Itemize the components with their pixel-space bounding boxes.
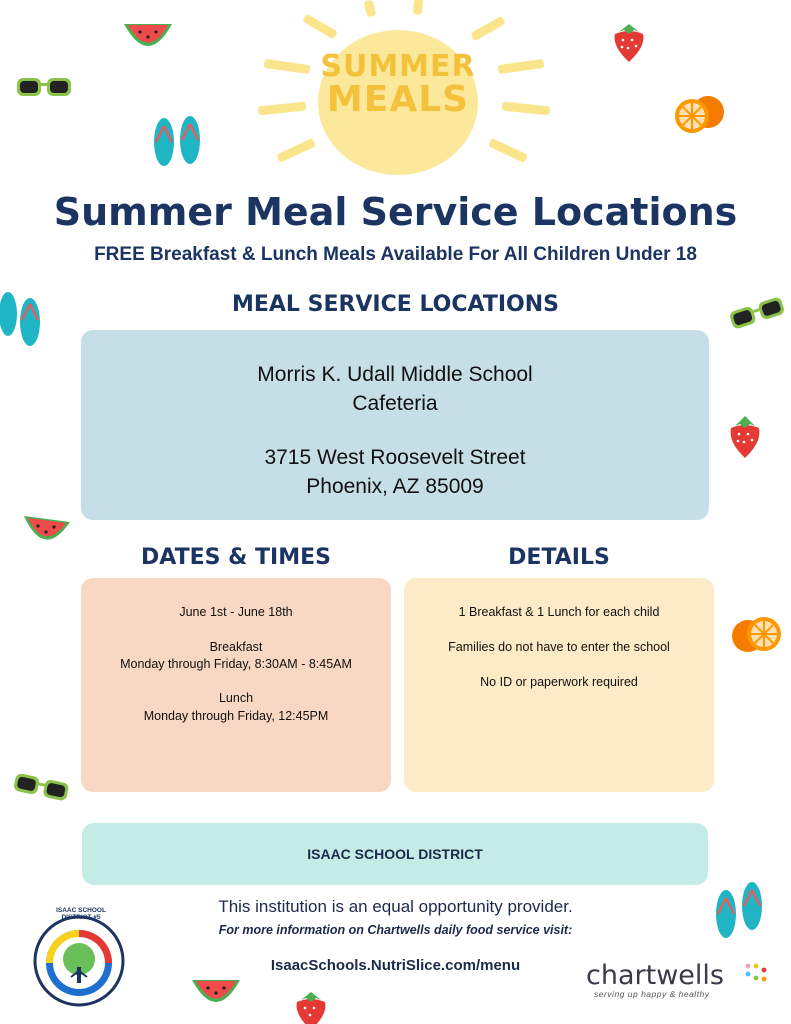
dates-times-heading: DATES & TIMES [141,545,331,570]
city-address: Phoenix, AZ 85009 [306,475,484,498]
nutrislice-link[interactable]: IsaacSchools.NutriSlice.com/menu [270,957,521,974]
lunch-label: Lunch [218,691,254,705]
seal-text: ISAAC SCHOOL DISTRICT #5 [56,907,106,921]
chartwells-logo [586,960,776,1002]
page-subtitle: FREE Breakfast & Lunch Meals Available For All Children Under 18 [94,244,697,265]
seal-graphic-icon [33,915,125,1007]
flip-flops-icon [150,116,204,168]
more-info-text: For more information on Chartwells daily food service visit: [218,923,573,937]
details-heading: DETAILS [508,545,610,570]
detail-item: No ID or paperwork required [480,675,638,689]
chartwells-wordmark: chartwells [586,960,724,991]
sun-line-2: MEALS [326,79,470,120]
watermelon-icon [22,512,72,548]
sunglasses-icon [12,768,70,808]
school-name: Morris K. Udall Middle School [257,363,533,386]
details-card [404,578,714,792]
meal-locations-heading: MEAL SERVICE LOCATIONS [231,292,560,317]
breakfast-time: Monday through Friday, 8:30AM - 8:45AM [120,657,352,671]
dates-times-card [81,578,391,792]
breakfast-label: Breakfast [209,640,263,654]
watermelon-icon [122,18,174,54]
summer-meals-logo-text [300,49,496,120]
district-banner [82,823,708,885]
detail-item: 1 Breakfast & 1 Lunch for each child [458,605,660,619]
lunch-time: Monday through Friday, 12:45PM [143,709,329,723]
equal-opportunity-statement: This institution is an equal opportunity provider. [218,897,573,916]
sunglasses-icon [15,72,73,104]
detail-item: Families do not have to enter the school [448,640,670,654]
date-range: June 1st - June 18th [179,605,293,619]
district-seal-logo [33,907,125,1007]
strawberry-icon [292,990,330,1024]
location-card [81,330,709,520]
page-title: Summer Meal Service Locations [53,190,738,234]
street-address: 3715 West Roosevelt Street [264,446,526,469]
school-place: Cafeteria [352,392,438,415]
strawberry-icon [610,20,648,64]
orange-icon [730,614,784,658]
chartwells-tagline: serving up happy & healthy [594,989,710,999]
orange-icon [672,92,726,136]
watermelon-icon [190,974,242,1010]
sun-line-1: SUMMER [320,49,476,84]
district-name: ISAAC SCHOOL DISTRICT [307,846,483,862]
chartwells-dots-icon [742,962,768,984]
strawberry-icon [726,412,764,460]
